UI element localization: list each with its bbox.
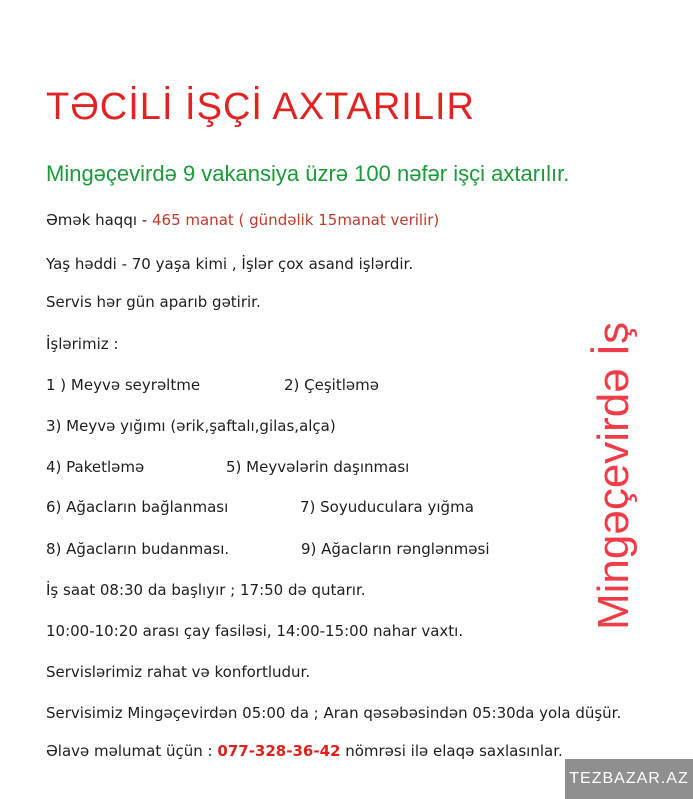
hours-line: İş saat 08:30 da başlıyır ; 17:50 də qutarır. <box>46 581 366 599</box>
ad-subtitle: Mingəçevirdə 9 vakansiya üzrə 100 nəfər işçi axtarılır. <box>46 161 570 186</box>
breaks-line: 10:00-10:20 arası çay fasiləsi, 14:00-15:00 nahar vaxtı. <box>46 622 464 640</box>
job-item: 2) Çeşitləmə <box>284 376 379 394</box>
job-item: 7) Soyuduculara yığma <box>300 498 474 516</box>
service-line: Servis hər gün aparıb gətirir. <box>46 293 261 311</box>
ad-title: TƏCİLİ İŞÇİ AXTARILIR <box>46 86 475 128</box>
job-item: 3) Meyvə yığımı (ərik,şaftalı,gilas,alça) <box>46 417 336 435</box>
job-item: 9) Ağacların rənglənməsi <box>301 540 490 558</box>
contact-line <box>46 741 563 761</box>
salary-label: Əmək haqqı - <box>46 211 148 229</box>
salary-value: 465 manat ( gündəlik 15manat verilir) <box>151 211 440 229</box>
job-item: 6) Ağacların bağlanması <box>46 498 229 516</box>
phone-number[interactable]: 077-328-36-42 <box>217 742 341 760</box>
job-item: 5) Meyvələrin daşınması <box>226 458 410 476</box>
job-item: 4) Paketləmə <box>46 458 145 476</box>
jobs-heading: İşlərimiz : <box>46 335 119 353</box>
vertical-banner-text: Mingəçevirdə İş <box>589 321 638 630</box>
comfort-line: Servislərimiz rahat və konfortludur. <box>46 663 311 681</box>
age-line: Yaş həddi - 70 yaşa kimi , İşlər çox asand işlərdir. <box>46 255 414 273</box>
salary-line <box>46 210 439 230</box>
contact-suffix: nömrəsi ilə elaqə saxlasınlar. <box>345 742 563 760</box>
job-item: 1 ) Meyvə seyrəltme <box>46 376 201 394</box>
job-item: 8) Ağacların budanması. <box>46 540 230 558</box>
site-watermark: TEZBAZAR.AZ <box>565 759 693 799</box>
schedule-line: Servisimiz Mingəçevirdən 05:00 da ; Aran qəsəbəsindən 05:30da yola düşür. <box>46 704 622 722</box>
contact-prefix: Əlavə məlumat üçün : <box>46 742 213 760</box>
